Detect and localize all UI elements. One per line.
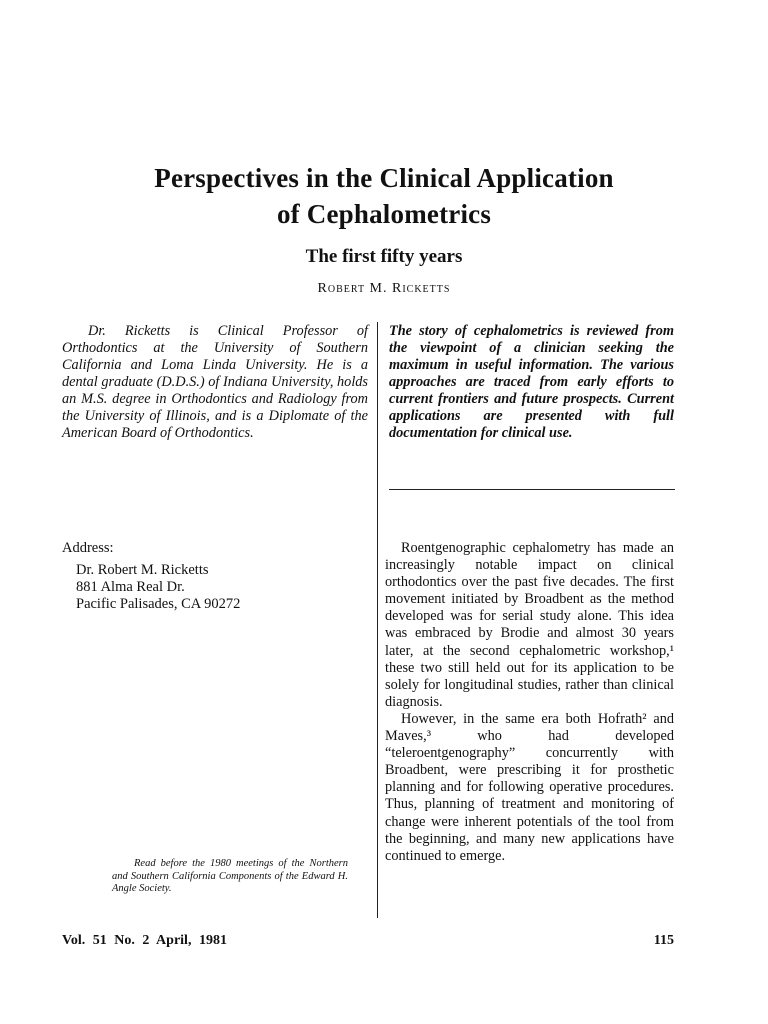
address-line: Dr. Robert M. Ricketts: [76, 562, 209, 578]
abstract: The story of cephalometrics is reviewed from the viewpoint of a clinician seeking the maximum in useful information. The various approaches are traced from early efforts to current frontiers and future prospects. Current applications are presented with full documentation for clinical use.: [389, 323, 674, 441]
body-paragraph: Roentgenographic cephalometry has made an increasingly notable impact on clinical orthodontics over the past five decades. The first movement initiated by Broadbent as the method developed was for serial study alone. This idea was embraced by Brodie and almost 30 years later, at the second cephalometric workshop,¹ these two still held out for its application to be solely for longitudinal studies, rather than clinical diagnosis.: [385, 540, 674, 710]
column-divider: [377, 322, 378, 918]
author-name: Robert M. Ricketts: [317, 281, 451, 296]
article-subtitle: The first fifty years: [305, 246, 463, 267]
title-line-1: Perspectives in the Clinical Application: [154, 163, 614, 193]
address-block: [76, 562, 240, 613]
page-number: 115: [653, 933, 674, 948]
address-label: Address:: [62, 540, 114, 556]
presentation-note: Read before the 1980 meetings of the Northern and Southern California Components of the Edward H. Angle Society.: [112, 858, 348, 894]
journal-info: Vol. 51 No. 2 April, 1981: [62, 933, 227, 948]
body-text: [385, 540, 674, 865]
title-line-2: of Cephalometrics: [276, 199, 492, 229]
address-line: Pacific Palisades, CA 90272: [76, 596, 241, 612]
body-paragraph: However, in the same era both Hofrath² and Maves,³ who had developed “teleroentgenography” concurrently with Broadbent, were prescribing it for prosthetic planning and for following operative procedures. Thus, planning of treatment and monitoring of change were inherent potentials of the tool from the beginning, and many new applications have continued to emerge.: [385, 710, 674, 864]
address-line: 881 Alma Real Dr.: [76, 579, 185, 595]
article-title: [0, 160, 768, 232]
abstract-rule: [389, 489, 675, 490]
author-bio: Dr. Ricketts is Clinical Professor of Orthodontics at the University of Southern California and Loma Linda University. He is a dental graduate (D.D.S.) of Indiana University, holds an M.S. degree in Orthodontics and Radiology from the University of Illinois, and is a Diplomate of the American Board of Orthodontics.: [62, 323, 368, 441]
